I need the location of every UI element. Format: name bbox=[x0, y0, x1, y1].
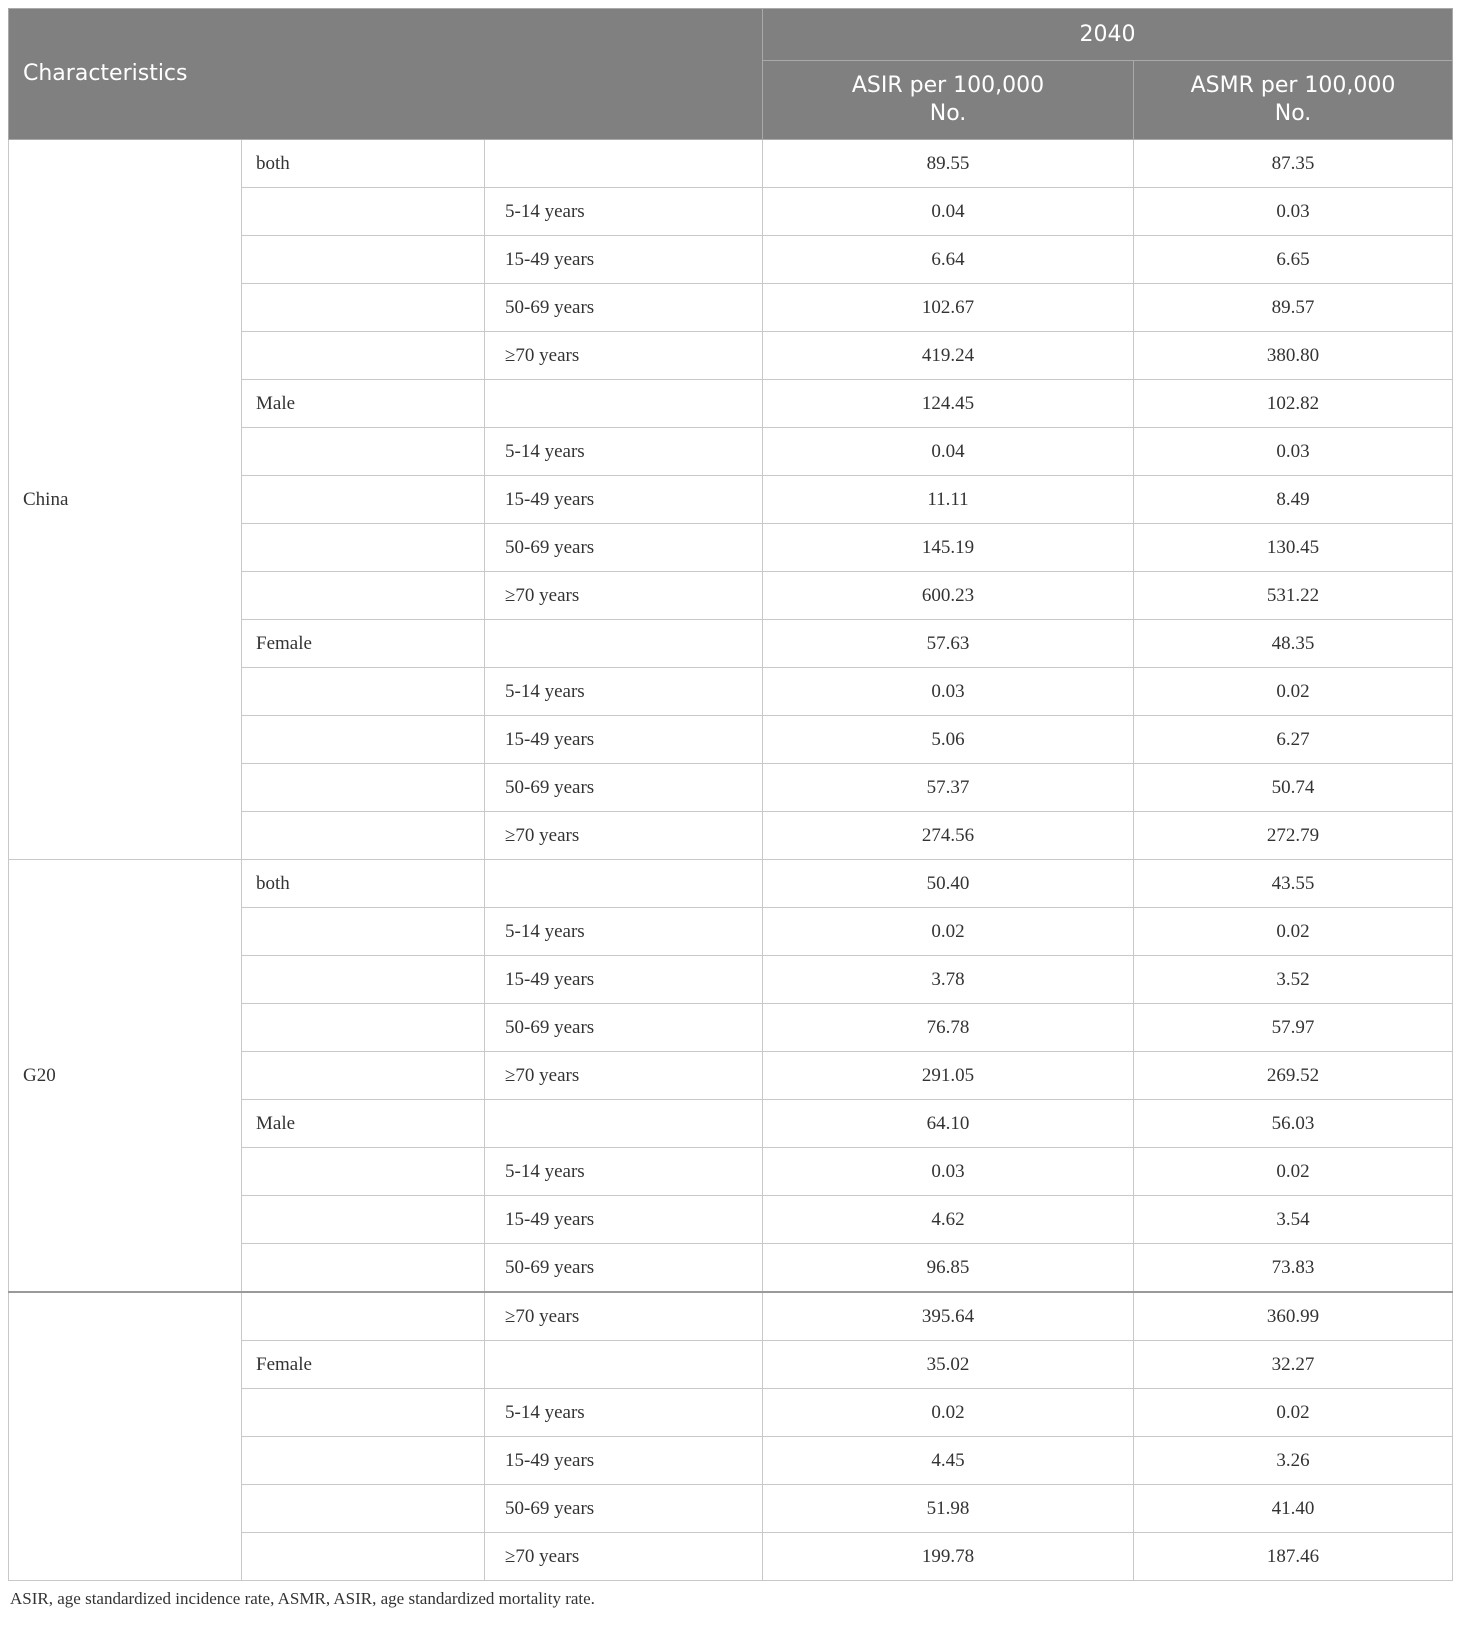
age-cell: 15-49 years bbox=[485, 1437, 763, 1485]
age-cell bbox=[485, 1100, 763, 1148]
sex-cell: both bbox=[242, 140, 485, 188]
age-cell: 15-49 years bbox=[485, 716, 763, 764]
age-cell: 5-14 years bbox=[485, 1389, 763, 1437]
sex-cell bbox=[242, 284, 485, 332]
age-cell: 5-14 years bbox=[485, 668, 763, 716]
asir-cell: 89.55 bbox=[763, 140, 1134, 188]
sex-cell bbox=[242, 524, 485, 572]
asmr-cell: 32.27 bbox=[1134, 1341, 1453, 1389]
asir-cell: 4.62 bbox=[763, 1196, 1134, 1244]
sex-cell bbox=[242, 1196, 485, 1244]
age-cell: 50-69 years bbox=[485, 764, 763, 812]
asmr-cell: 0.02 bbox=[1134, 1148, 1453, 1196]
asmr-cell: 6.27 bbox=[1134, 716, 1453, 764]
asmr-header-line2: No. bbox=[1274, 101, 1312, 126]
age-cell: 5-14 years bbox=[485, 908, 763, 956]
age-cell: ≥70 years bbox=[485, 572, 763, 620]
asir-cell: 0.02 bbox=[763, 1389, 1134, 1437]
sex-cell: Female bbox=[242, 620, 485, 668]
age-cell: 50-69 years bbox=[485, 1004, 763, 1052]
region-cell-g20: G20 bbox=[9, 860, 242, 1293]
asmr-cell: 89.57 bbox=[1134, 284, 1453, 332]
age-cell: 15-49 years bbox=[485, 476, 763, 524]
asmr-cell: 187.46 bbox=[1134, 1533, 1453, 1581]
asir-cell: 4.45 bbox=[763, 1437, 1134, 1485]
sex-cell bbox=[242, 1244, 485, 1293]
sex-cell bbox=[242, 1052, 485, 1100]
asmr-cell: 50.74 bbox=[1134, 764, 1453, 812]
sex-cell: Male bbox=[242, 380, 485, 428]
age-cell bbox=[485, 860, 763, 908]
sex-cell bbox=[242, 428, 485, 476]
table-body bbox=[9, 140, 1453, 1581]
age-cell: 5-14 years bbox=[485, 428, 763, 476]
asir-cell: 0.04 bbox=[763, 188, 1134, 236]
asir-cell: 419.24 bbox=[763, 332, 1134, 380]
age-cell: ≥70 years bbox=[485, 1292, 763, 1341]
asmr-cell: 87.35 bbox=[1134, 140, 1453, 188]
sex-cell: Female bbox=[242, 1341, 485, 1389]
asir-cell: 395.64 bbox=[763, 1292, 1134, 1341]
sex-cell bbox=[242, 1437, 485, 1485]
age-cell bbox=[485, 380, 763, 428]
asmr-header bbox=[1134, 61, 1453, 140]
sex-cell bbox=[242, 188, 485, 236]
sex-cell bbox=[242, 716, 485, 764]
table-footnote: ASIR, age standardized incidence rate, ASMR, ASIR, age standardized mortality rate. bbox=[10, 1589, 595, 1608]
asir-cell: 145.19 bbox=[763, 524, 1134, 572]
asir-cell: 57.37 bbox=[763, 764, 1134, 812]
sex-cell bbox=[242, 332, 485, 380]
age-cell: 50-69 years bbox=[485, 284, 763, 332]
asmr-cell: 57.97 bbox=[1134, 1004, 1453, 1052]
age-cell: 50-69 years bbox=[485, 1244, 763, 1293]
sex-cell bbox=[242, 764, 485, 812]
asir-cell: 5.06 bbox=[763, 716, 1134, 764]
asir-cell: 3.78 bbox=[763, 956, 1134, 1004]
asir-cell: 199.78 bbox=[763, 1533, 1134, 1581]
table-row bbox=[9, 860, 1453, 908]
asir-cell: 124.45 bbox=[763, 380, 1134, 428]
asmr-header-line1: ASMR per 100,000 bbox=[1190, 73, 1396, 98]
asir-cell: 57.63 bbox=[763, 620, 1134, 668]
asir-cell: 50.40 bbox=[763, 860, 1134, 908]
age-cell: ≥70 years bbox=[485, 332, 763, 380]
asmr-cell: 3.52 bbox=[1134, 956, 1453, 1004]
data-table bbox=[8, 8, 1453, 1581]
sex-cell bbox=[242, 1389, 485, 1437]
age-cell bbox=[485, 1341, 763, 1389]
age-cell: 50-69 years bbox=[485, 524, 763, 572]
asmr-cell: 102.82 bbox=[1134, 380, 1453, 428]
asir-cell: 11.11 bbox=[763, 476, 1134, 524]
asir-header-line2: No. bbox=[929, 101, 967, 126]
sex-cell bbox=[242, 236, 485, 284]
year-header: 2040 bbox=[763, 9, 1453, 61]
age-cell: ≥70 years bbox=[485, 812, 763, 860]
asir-cell: 0.04 bbox=[763, 428, 1134, 476]
asmr-cell: 48.35 bbox=[1134, 620, 1453, 668]
age-cell: 50-69 years bbox=[485, 1485, 763, 1533]
table-row bbox=[9, 1292, 1453, 1341]
asir-header-line1: ASIR per 100,000 bbox=[851, 73, 1045, 98]
sex-cell bbox=[242, 1533, 485, 1581]
table-header bbox=[9, 9, 1453, 140]
age-cell bbox=[485, 140, 763, 188]
asmr-cell: 0.03 bbox=[1134, 188, 1453, 236]
age-cell: 5-14 years bbox=[485, 188, 763, 236]
age-cell: 15-49 years bbox=[485, 1196, 763, 1244]
asir-cell: 291.05 bbox=[763, 1052, 1134, 1100]
sex-cell bbox=[242, 956, 485, 1004]
asmr-cell: 269.52 bbox=[1134, 1052, 1453, 1100]
asmr-cell: 73.83 bbox=[1134, 1244, 1453, 1293]
age-cell: 15-49 years bbox=[485, 956, 763, 1004]
asir-cell: 0.03 bbox=[763, 668, 1134, 716]
asir-cell: 96.85 bbox=[763, 1244, 1134, 1293]
asir-cell: 35.02 bbox=[763, 1341, 1134, 1389]
region-cell-continued bbox=[9, 1292, 242, 1581]
sex-cell bbox=[242, 812, 485, 860]
asmr-cell: 43.55 bbox=[1134, 860, 1453, 908]
asir-cell: 102.67 bbox=[763, 284, 1134, 332]
asmr-cell: 130.45 bbox=[1134, 524, 1453, 572]
sex-cell: Male bbox=[242, 1100, 485, 1148]
asmr-cell: 0.02 bbox=[1134, 668, 1453, 716]
asmr-cell: 3.26 bbox=[1134, 1437, 1453, 1485]
asir-header bbox=[763, 61, 1134, 140]
sex-cell bbox=[242, 1485, 485, 1533]
sex-cell bbox=[242, 476, 485, 524]
age-cell bbox=[485, 620, 763, 668]
age-cell: ≥70 years bbox=[485, 1052, 763, 1100]
characteristics-header: Characteristics bbox=[9, 9, 763, 140]
asmr-cell: 0.02 bbox=[1134, 1389, 1453, 1437]
asmr-cell: 0.03 bbox=[1134, 428, 1453, 476]
asir-cell: 6.64 bbox=[763, 236, 1134, 284]
asir-cell: 0.03 bbox=[763, 1148, 1134, 1196]
sex-cell: both bbox=[242, 860, 485, 908]
asmr-cell: 380.80 bbox=[1134, 332, 1453, 380]
asmr-cell: 531.22 bbox=[1134, 572, 1453, 620]
asir-cell: 51.98 bbox=[763, 1485, 1134, 1533]
age-cell: 15-49 years bbox=[485, 236, 763, 284]
sex-cell bbox=[242, 572, 485, 620]
table-row bbox=[9, 140, 1453, 188]
sex-cell bbox=[242, 1004, 485, 1052]
sex-cell bbox=[242, 1292, 485, 1341]
region-cell-china: China bbox=[9, 140, 242, 860]
sex-cell bbox=[242, 1148, 485, 1196]
asmr-cell: 3.54 bbox=[1134, 1196, 1453, 1244]
asmr-cell: 360.99 bbox=[1134, 1292, 1453, 1341]
age-cell: 5-14 years bbox=[485, 1148, 763, 1196]
asir-cell: 76.78 bbox=[763, 1004, 1134, 1052]
asir-cell: 274.56 bbox=[763, 812, 1134, 860]
asmr-cell: 8.49 bbox=[1134, 476, 1453, 524]
asir-cell: 600.23 bbox=[763, 572, 1134, 620]
asmr-cell: 56.03 bbox=[1134, 1100, 1453, 1148]
asmr-cell: 6.65 bbox=[1134, 236, 1453, 284]
table-container bbox=[8, 8, 1452, 1609]
asir-cell: 64.10 bbox=[763, 1100, 1134, 1148]
asir-cell: 0.02 bbox=[763, 908, 1134, 956]
asmr-cell: 0.02 bbox=[1134, 908, 1453, 956]
asmr-cell: 41.40 bbox=[1134, 1485, 1453, 1533]
sex-cell bbox=[242, 668, 485, 716]
sex-cell bbox=[242, 908, 485, 956]
asmr-cell: 272.79 bbox=[1134, 812, 1453, 860]
age-cell: ≥70 years bbox=[485, 1533, 763, 1581]
